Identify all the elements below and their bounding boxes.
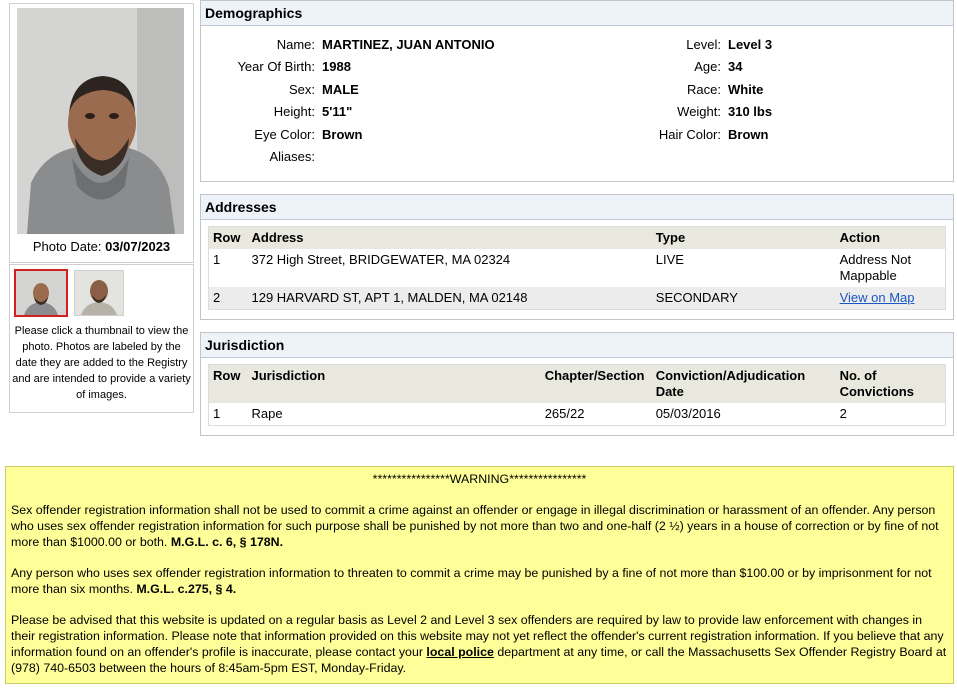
- aliases-label: Aliases:: [269, 149, 315, 164]
- addresses-panel: [200, 194, 954, 320]
- name-value: MARTINEZ, JUAN ANTONIO: [322, 37, 495, 52]
- jurisdiction-title: Jurisdiction: [201, 333, 953, 358]
- eye-color-label: Eye Color:: [254, 127, 315, 142]
- warning-text-1: Sex offender registration information shall not be used to commit a crime against an offender or engage in illegal discrimination or harassment of an offender. Any person who uses sex offender registration information for such purpose shall be punished by not more than two and one-half (2 ½) years in a house of correction or by fine of not more than $1000.00 or both.: [11, 503, 939, 549]
- photo-thumbnail-1[interactable]: [14, 269, 68, 317]
- age-value: 34: [728, 59, 743, 74]
- race-value: White: [728, 82, 764, 97]
- column-header-chapter-section: Chapter/Section: [541, 365, 652, 404]
- hair-color-label: Hair Color:: [658, 127, 721, 142]
- table-row: [209, 403, 946, 426]
- row-number: 1: [213, 406, 221, 421]
- age-label: Age:: [694, 59, 721, 74]
- jurisdiction-cell: Rape: [251, 406, 283, 421]
- sex-label: Sex:: [288, 82, 315, 97]
- conviction-count-cell: 2: [839, 406, 847, 421]
- column-header-conviction-date: Conviction/Adjudication Date: [652, 365, 836, 404]
- column-header-action: Action: [836, 227, 946, 250]
- address-type-cell: SECONDARY: [652, 287, 836, 310]
- thumbnail-instructions: Please click a thumbnail to view the photo. Photos are labeled by the date they are added to the Registry and are intended to provide a variety of images.: [12, 325, 191, 401]
- addresses-table: [208, 226, 946, 310]
- yob-value: 1988: [322, 59, 351, 74]
- address-cell: 129 HARVARD ST, APT 1, MALDEN, MA 02148: [247, 287, 651, 310]
- table-row: [209, 287, 946, 310]
- view-on-map-link[interactable]: View on Map: [839, 290, 915, 305]
- column-header-row: Row: [209, 227, 248, 250]
- yob-label: Year Of Birth:: [237, 59, 315, 74]
- name-label: Name:: [276, 37, 315, 52]
- photo-thumbnail-2[interactable]: [74, 270, 124, 316]
- conviction-date-cell: 05/03/2016: [655, 406, 721, 421]
- action-cell: [836, 249, 946, 287]
- jurisdiction-panel: [200, 332, 954, 436]
- weight-label: Weight:: [677, 104, 721, 119]
- column-header-no-of-convictions: No. of Convictions: [836, 365, 946, 404]
- column-header-address: Address: [247, 227, 651, 250]
- thumbnail-panel: [9, 264, 194, 413]
- demographics-panel: [200, 0, 954, 182]
- warning-title: ****************WARNING****************: [372, 472, 587, 486]
- race-label: Race:: [687, 82, 721, 97]
- demographics-title: Demographics: [201, 1, 953, 26]
- warning-text-2: Any person who uses sex offender registration information to threaten to commit a crime may be punished by a fine of not more than $100.00 or by imprisonment for not more than six months.: [11, 566, 932, 596]
- warning-text-3a: Please be advised that this website is updated on a regular basis as Level 2 and Level 3 sex offenders are required by law to provide law enforcement with changes in their registration information. Please note that information provided on this website may not yet reflect the offender's current registration information. If you believe that any information found on an offender's profile is inaccurate, please contact your: [11, 613, 944, 659]
- addresses-header-row: [209, 227, 946, 250]
- hair-color-value: Brown: [728, 127, 769, 142]
- column-header-row: Row: [209, 365, 248, 404]
- warning-paragraph-2: [11, 565, 948, 597]
- level-value: Level 3: [728, 37, 773, 52]
- row-number: 2: [209, 287, 248, 310]
- photo-date-label: Photo Date:: [32, 239, 102, 254]
- local-police-link[interactable]: local police: [426, 645, 494, 659]
- column-header-jurisdiction: Jurisdiction: [247, 365, 540, 404]
- addresses-title: Addresses: [201, 195, 953, 220]
- warning-box: [5, 466, 954, 684]
- warning-text-3b: department at any time, or call the Massachusetts Sex Offender Registry Board at (978) 740-6503 between the hours of 8:45am-5pm EST, Monday-Friday.: [11, 645, 947, 675]
- action-cell: [836, 287, 946, 310]
- height-label: Height:: [273, 104, 315, 119]
- photo-date: [10, 239, 193, 254]
- eye-color-value: Brown: [322, 127, 363, 142]
- column-header-type: Type: [652, 227, 836, 250]
- chapter-section-cell: 265/22: [544, 406, 585, 421]
- warning-citation-1: M.G.L. c. 6, § 178N.: [170, 535, 284, 549]
- level-label: Level:: [686, 37, 721, 52]
- warning-citation-2: M.G.L. c.275, § 4.: [136, 582, 237, 596]
- address-type-cell: LIVE: [655, 252, 684, 267]
- height-value: 5'11": [322, 104, 353, 119]
- action-text-line1: Address Not: [839, 252, 912, 267]
- row-number: 1: [213, 252, 221, 267]
- photo-date-value: 03/07/2023: [105, 239, 171, 254]
- action-text-line2: Mappable: [839, 268, 897, 283]
- table-row: [209, 249, 946, 287]
- jurisdiction-table: [208, 364, 946, 426]
- warning-paragraph-1: [11, 502, 948, 550]
- jurisdiction-header-row: [209, 365, 946, 404]
- warning-paragraph-3: [11, 612, 948, 676]
- sex-value: MALE: [322, 82, 359, 97]
- address-cell: 372 High Street, BRIDGEWATER, MA 02324: [251, 252, 511, 267]
- weight-value: 310 lbs: [728, 104, 773, 119]
